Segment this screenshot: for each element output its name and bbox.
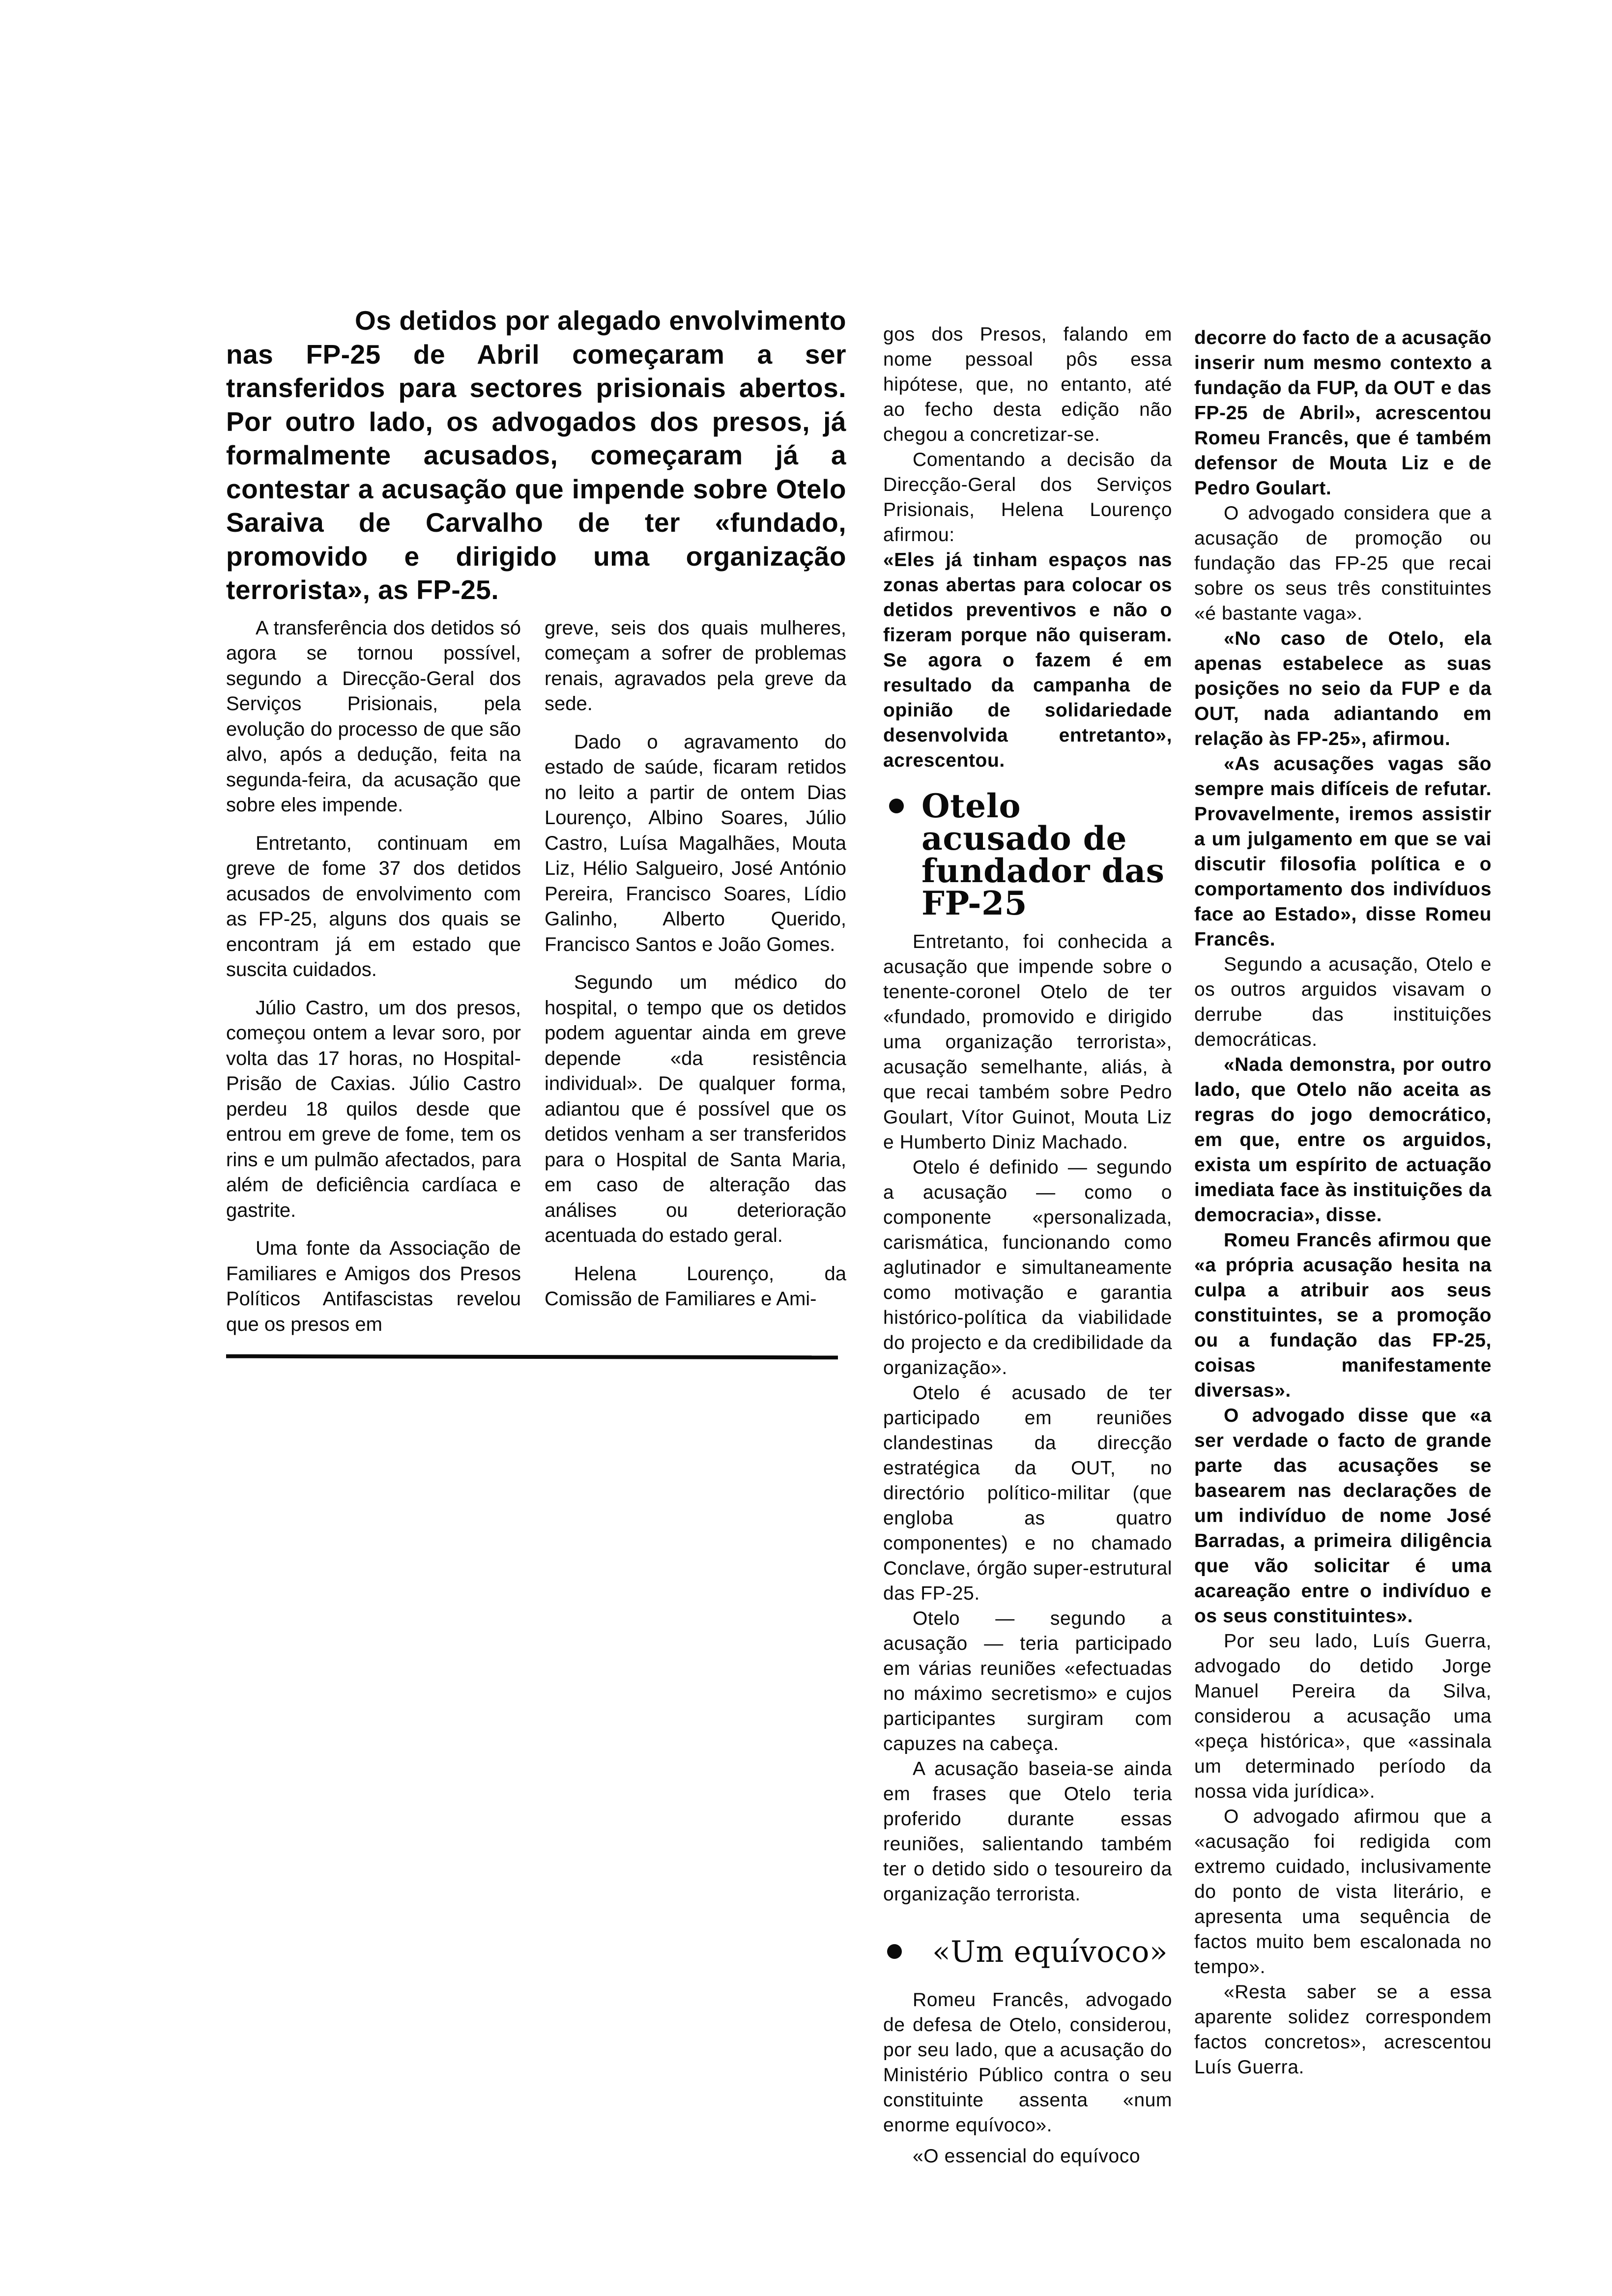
- article-left-block: [226, 304, 846, 1359]
- paragraph: Segundo a acusação, Otelo e os outros arguidos visavam o derrube das instituições democráticas.: [1194, 954, 1492, 1050]
- article-column-2: [545, 616, 846, 1325]
- paragraph: O advogado disse que «a ser verdade o facto de grande parte das acusações se basearem nas declarações de um indivíduo de nome José Barradas, a primeira diligência que vão solicitar é uma acareação entre o indivíduo e os seus constituintes».: [1194, 1405, 1492, 1627]
- paragraph: «O essencial do equívoco: [913, 2146, 1141, 2167]
- article-lead: Os detidos por alegado envolvimento nas FP-25 de Abril começaram a ser transferidos para sectores prisionais abertos. Por outro lado, os advogados dos presos, já formalmente acusados, começaram já a contestar a acusação que impende sobre Otelo Saraiva de Carvalho de ter «fundado, promovido e dirigido uma organização terrorista», as FP-25.: [226, 305, 846, 605]
- bullet-icon: [889, 799, 904, 813]
- paragraph: gos dos Presos, falando em nome pessoal pôs essa hipótese, que, no entanto, até ao fecho desta edição não chegou a concretizar-se.: [883, 324, 1172, 445]
- paragraph: decorre do facto de a acusação inserir num mesmo contexto a fundação da FUP, da OUT e das FP-25 de Abril», acrescentou Romeu Francês, que é também defensor de Mouta Liz e de Pedro Goulart.: [1194, 327, 1492, 499]
- paragraph: Otelo — segundo a acusação — teria participado em várias reuniões «efectuadas no máximo secretismo» e cujos participantes surgiram com capuzes na cabeça.: [883, 1608, 1172, 1754]
- subheading-otelo-acusado: [883, 787, 1172, 922]
- paragraph: Helena Lourenço, da Comissão de Familiares e Ami-: [545, 1263, 846, 1310]
- subheading-um-equivoco: [883, 1936, 1172, 1968]
- paragraph: «As acusações vagas são sempre mais difíceis de refutar. Provavelmente, iremos assistir a um julgamento em que se vai discutir filosofia política e o comportamento dos indivíduos face ao Estado», disse Romeu Francês.: [1194, 753, 1492, 950]
- paragraph: «No caso de Otelo, ela apenas estabelece as suas posições no seio da FUP e da OUT, nada adiantando em relação às FP-25», afirmou.: [1194, 628, 1492, 749]
- paragraph: «Resta saber se a essa aparente solidez correspondem factos concretos», acrescentou Luís Guerra.: [1194, 1981, 1492, 2078]
- paragraph: greve, seis dos quais mulheres, começam a sofrer de problemas renais, agravados pela greve da sede.: [545, 617, 846, 715]
- paragraph: Otelo é definido — segundo a acusação — como o componente «personalizada, carismática, funcionando como aglutinador e simultaneamente como motivação e garantia histórico-política da viabilidade do projecto e da credibilidade da organização».: [883, 1157, 1172, 1378]
- section-divider-rule: [226, 1354, 838, 1360]
- paragraph: A acusação baseia-se ainda em frases que Otelo teria proferido durante essas reuniões, salientando também ter o detido sido o tesoureiro da organização terrorista.: [883, 1758, 1172, 1905]
- paragraph: Comentando a decisão da Direcção-Geral dos Serviços Prisionais, Helena Lourenço afirmou:: [883, 449, 1172, 545]
- paragraph: Entretanto, continuam em greve de fome 37 dos detidos acusados de envolvimento com as FP-25, alguns dos quais se encontram já em estado que suscita cuidados.: [226, 832, 521, 980]
- article-column-4: [1194, 325, 1492, 2080]
- paragraph: «Eles já tinham espaços nas zonas abertas para colocar os detidos preventivos e não o fizeram porque não quiseram. Se agora o fazem é em resultado da campanha de opinião de solidariedade desenvolvida entretanto», acrescentou.: [883, 549, 1172, 771]
- paragraph: Romeu Francês afirmou que «a própria acusação hesita na culpa a atribuir aos seus constituintes, se a promoção ou a fundação das FP-25, coisas manifestamente diversas».: [1194, 1230, 1492, 1401]
- paragraph: Romeu Francês, advogado de defesa de Otelo, considerou, por seu lado, que a acusação do Ministério Público contra o seu constituinte assenta «num enorme equívoco».: [883, 1989, 1172, 2136]
- paragraph: «Nada demonstra, por outro lado, que Otelo não aceita as regras do jogo democrático, em que, entre os arguidos, exista um espírito de actuação imediata face às instituições da democracia», disse.: [1194, 1054, 1492, 1226]
- paragraph: O advogado considera que a acusação de promoção ou fundação das FP-25 que recai sobre os seus três constituintes «é bastante vaga».: [1194, 503, 1492, 624]
- paragraph: Júlio Castro, um dos presos, começou ontem a levar soro, por volta das 17 horas, no Hospital-Prisão de Caxias. Júlio Castro perdeu 18 quilos desde que entrou em greve de fome, tem os rins e um pulmão afectados, para além de deficiência cardíaca e gastrite.: [226, 997, 521, 1221]
- subheading-text: «Um equívoco»: [932, 1935, 1168, 1969]
- subheading-text: Otelo acusado de fundador das FP-25: [921, 787, 1165, 922]
- bullet-icon: [887, 1944, 902, 1959]
- paragraph: Segundo um médico do hospital, o tempo que os detidos podem aguentar ainda em greve depende «da resistência individual». De qualquer forma, adiantou que é possível que os detidos venham a ser transferidos para o Hospital de Santa Maria, em caso de alteração das análises ou deterioração acentuada do estado geral.: [545, 972, 846, 1246]
- paragraph: Por seu lado, Luís Guerra, advogado do detido Jorge Manuel Pereira da Silva, considerou a acusação uma «peça histórica», que «assinala um determinado período da nossa vida jurídica».: [1194, 1631, 1492, 1802]
- paragraph: A transferência dos detidos só agora se tornou possível, segundo a Direcção-Geral dos Serviços Prisionais, pela evolução do processo de que são alvo, após a dedução, feita na segunda-feira, da acusação que sobre eles impende.: [226, 617, 521, 816]
- paragraph: Dado o agravamento do estado de saúde, ficaram retidos no leito a partir de ontem Dias Lourenço, Albino Soares, Júlio Castro, Luísa Magalhães, Mouta Liz, Hélio Salgueiro, José António Pereira, Francisco Soares, Lídio Galinho, Alberto Querido, Francisco Santos e João Gomes.: [545, 731, 846, 955]
- article-column-3: [883, 322, 1172, 2169]
- article-column-1: [226, 616, 521, 1350]
- article-body-columns: [226, 616, 846, 1350]
- paragraph: Uma fonte da Associação de Familiares e Amigos dos Presos Políticos Antifascistas revelou que os presos em: [226, 1237, 521, 1335]
- paragraph: O advogado afirmou que a «acusação foi redigida com extremo cuidado, inclusivamente do ponto de vista literário, e apresenta uma sequência de factos muito bem escalonada no tempo».: [1194, 1806, 1492, 1978]
- paragraph: Entretanto, foi conhecida a acusação que impende sobre o tenente-coronel Otelo de ter «fundado, promovido e dirigido uma organização terrorista», acusação semelhante, aliás, à que recai também sobre Pedro Goulart, Vítor Guinot, Mouta Liz e Humberto Diniz Machado.: [883, 931, 1172, 1153]
- paragraph: Otelo é acusado de ter participado em reuniões clandestinas da direcção estratégica da OUT, no directório político-militar (que engloba as quatro componentes) e no chamado Conclave, órgão super-estrutural das FP-25.: [883, 1382, 1172, 1604]
